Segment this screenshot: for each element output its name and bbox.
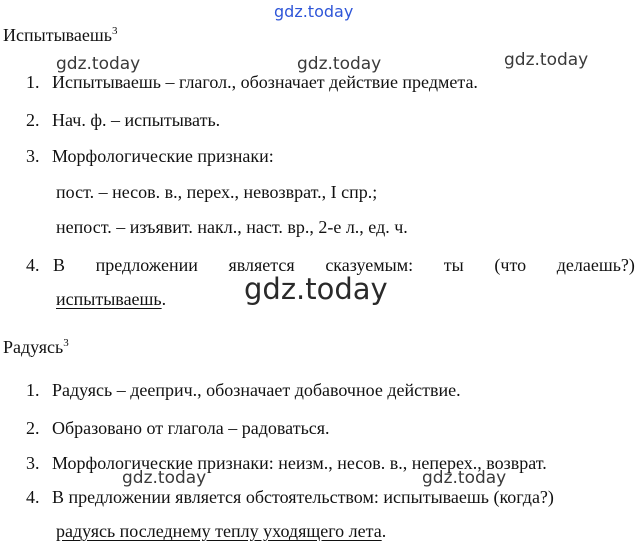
list-item-text: Морфологические признаки:: [52, 146, 274, 166]
list-item: [26, 146, 274, 167]
watermark: gdz.today: [297, 54, 382, 74]
section-title-sup: 3: [63, 337, 69, 349]
watermark: gdz.today: [504, 50, 589, 70]
list-item: [26, 380, 461, 401]
section-title: [3, 337, 69, 358]
list-item-text: Морфологические признаки: неизм., несов. в., неперех., возврат.: [52, 453, 547, 473]
list-item: [26, 418, 330, 439]
period: .: [381, 521, 387, 541]
list-item-number: 3.: [26, 453, 40, 473]
list-item-number: 4.: [26, 487, 40, 507]
word: ты: [443, 255, 464, 275]
list-item-continuation: [56, 521, 386, 542]
list-item-text-justified: [53, 255, 635, 276]
variable-features-line: непост. – изъявит. накл., наст. вр., 2-е л., ед. ч.: [56, 217, 408, 237]
list-item-number: 3.: [26, 146, 40, 166]
list-item-number: 2.: [26, 110, 40, 130]
list-item-text: Нач. ф. – испытывать.: [52, 110, 221, 130]
list-item-text: Радуясь – дееприч., обозначает добавочное действие.: [52, 380, 461, 400]
list-item-number: 1.: [26, 72, 40, 92]
list-item-number: 4.: [26, 255, 40, 275]
section-title-text: Испытываешь: [3, 25, 112, 45]
section-title-text: Радуясь: [3, 337, 64, 357]
list-item: [26, 110, 220, 131]
period: .: [161, 289, 167, 309]
list-item: [26, 487, 554, 508]
section-title: [3, 25, 117, 46]
word: делаешь?): [556, 255, 635, 275]
underlined-adverbial: радуясь последнему теплу уходящего лета: [56, 521, 382, 541]
watermark: gdz.today: [56, 54, 141, 74]
word: является: [228, 255, 295, 275]
watermark: gdz.today: [422, 468, 507, 488]
list-item: [26, 72, 478, 93]
word: предложении: [95, 255, 198, 275]
list-item: [26, 453, 547, 474]
list-item-text: В предложении является обстоятельством: испытываешь (когда?): [52, 487, 554, 507]
list-item-number: 1.: [26, 380, 40, 400]
constant-features-line: пост. – несов. в., перех., невозврат., I спр.;: [56, 182, 378, 202]
watermark: gdz.today: [122, 468, 207, 488]
watermark-large: gdz.today: [244, 272, 388, 306]
word: В: [53, 255, 66, 275]
list-item-number: 2.: [26, 418, 40, 438]
list-item-continuation: [56, 289, 166, 310]
word: сказуемым:: [325, 255, 414, 275]
section-title-sup: 3: [111, 25, 118, 37]
list-item-text: Образовано от глагола – радоваться.: [52, 418, 330, 438]
underlined-predicate: испытываешь: [56, 289, 162, 309]
list-item-text: Испытываешь – глагол., обозначает действие предмета.: [52, 72, 478, 92]
word: (что: [494, 255, 527, 275]
watermark-top: gdz.today: [274, 2, 354, 21]
